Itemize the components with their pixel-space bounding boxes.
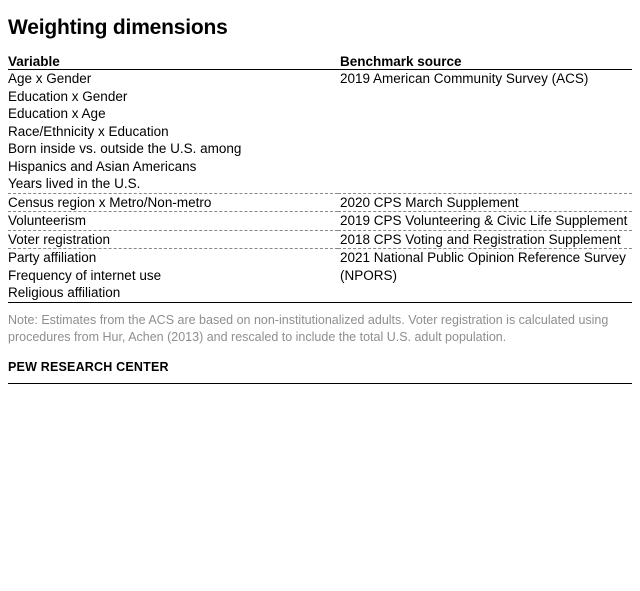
weighting-dimensions-table	[8, 54, 632, 303]
table-note: Note: Estimates from the ACS are based on non-institutionalized adults. Voter registration is calculated using procedures from Hur, Achen (2013) and rescaled to include the total U.S. adult population.	[8, 312, 609, 344]
variable-line: Hispanics and Asian Americans	[8, 158, 197, 174]
table-row	[8, 249, 632, 303]
variable-line: Race/Ethnicity x Education	[8, 123, 169, 139]
variable-line: Volunteerism	[8, 213, 87, 228]
table-row	[8, 70, 632, 194]
column-header-variable: Variable	[8, 54, 338, 70]
variable-line: Age x Gender	[8, 71, 92, 86]
benchmark-source-cell: 2019 American Community Survey (ACS)	[338, 70, 632, 194]
variable-cell	[8, 212, 338, 231]
page-title: Weighting dimensions	[8, 16, 228, 39]
benchmark-source-cell: 2021 National Public Opinion Reference Survey (NPORS)	[338, 249, 632, 303]
benchmark-source-cell: 2018 CPS Voting and Registration Supplement	[338, 230, 632, 249]
table-row	[8, 230, 632, 249]
table-row	[8, 193, 632, 212]
variable-line: Education x Gender	[8, 88, 128, 104]
variable-line: Census region x Metro/Non-metro	[8, 194, 212, 210]
table-header	[8, 54, 632, 70]
footer-source-label: PEW RESEARCH CENTER	[8, 359, 169, 374]
benchmark-source-cell: 2020 CPS March Supplement	[338, 193, 632, 212]
variable-line: Born inside vs. outside the U.S. among	[8, 141, 242, 156]
footer-divider	[8, 383, 632, 384]
variable-line: Party affiliation	[8, 250, 97, 265]
benchmark-source-cell: 2019 CPS Volunteering & Civic Life Supplement	[338, 212, 632, 231]
table-row	[8, 212, 632, 231]
table-body	[8, 70, 632, 303]
variable-line: Years lived in the U.S.	[8, 176, 141, 191]
variable-line: Voter registration	[8, 231, 111, 247]
variable-line: Religious affiliation	[8, 285, 121, 300]
footer	[8, 360, 632, 384]
column-header-benchmark-source: Benchmark source	[338, 54, 632, 70]
variable-cell	[8, 70, 338, 194]
variable-line: Education x Age	[8, 106, 106, 121]
variable-cell	[8, 249, 338, 303]
variable-cell	[8, 230, 338, 249]
variable-cell	[8, 193, 338, 212]
variable-line: Frequency of internet use	[8, 267, 162, 283]
